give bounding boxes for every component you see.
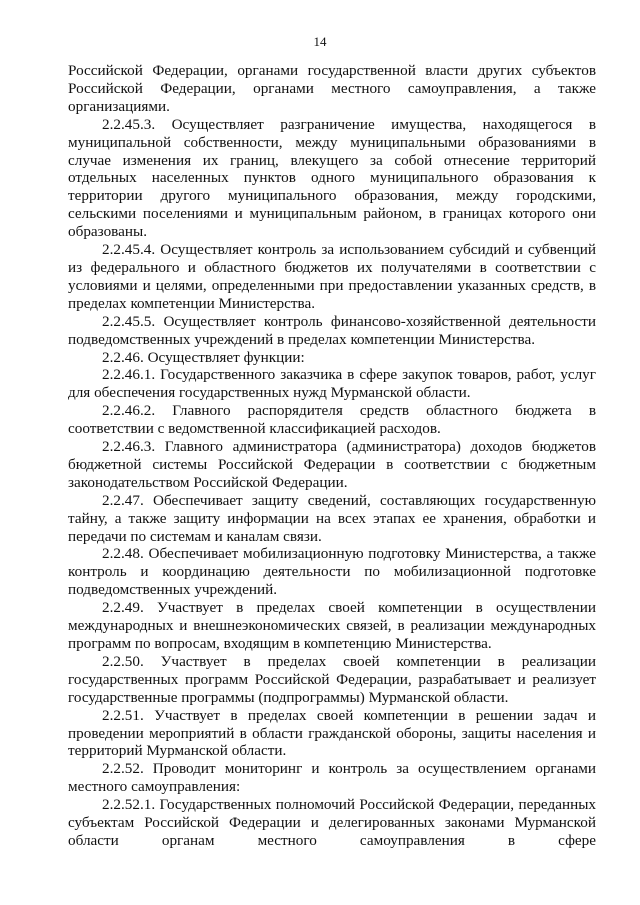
paragraph: 2.2.49. Участвует в пределах своей компетенции в осуществлении международных и внешнеэкономических связей, в реализации международных программ по вопросам, входящим в компетенцию Министерства.	[68, 599, 596, 652]
paragraph: 2.2.45.4. Осуществляет контроль за использованием субсидий и субвенций из федерального и областного бюджетов их получателями в соответствии с условиями и целями, определенными при предоставлении указанных средств, в пределах компетенции Министерства.	[68, 241, 596, 312]
document-body	[68, 62, 596, 850]
paragraph: 2.2.51. Участвует в пределах своей компетенции в решении задач и проведении мероприятий в области гражданской обороны, защиты населения и территорий Мурманской области.	[68, 706, 596, 760]
paragraph: 2.2.46.3. Главного администратора (администратора) доходов бюджетов бюджетной системы Российской Федерации в соответствии с бюджетным законодательством Российской Федерации.	[68, 438, 596, 491]
paragraph: Российской Федерации, органами государственной власти других субъектов Российской Федерации, органами местного самоуправления, а также организациями.	[68, 62, 596, 115]
paragraph: 2.2.47. Обеспечивает защиту сведений, составляющих государственную тайну, а также защиту информации на всех этапах ее хранения, обработки и передачи по системам и каналам связи.	[68, 491, 596, 545]
page-number: 14	[313, 34, 327, 49]
paragraph: 2.2.45.5. Осуществляет контроль финансово-хозяйственной деятельности подведомственных учреждений в пределах компетенции Министерства.	[68, 312, 596, 348]
paragraph: 2.2.48. Обеспечивает мобилизационную подготовку Министерства, а также контроль и координацию деятельности по мобилизационной подготовке подведомственных учреждений.	[68, 545, 596, 599]
paragraph: 2.2.52. Проводит мониторинг и контроль за осуществлением органами местного самоуправления:	[68, 760, 596, 796]
paragraph: 2.2.50. Участвует в пределах своей компетенции в реализации государственных программ Российской Федерации, разрабатывает и реализует государственные программы (подпрограммы) Мурманской области.	[68, 652, 596, 706]
paragraph: 2.2.46.1. Государственного заказчика в сфере закупок товаров, работ, услуг для обеспечения государственных нужд Мурманской области.	[68, 366, 596, 402]
paragraph: 2.2.52.1. Государственных полномочий Российской Федерации, переданных субъектам Российской Федерации и делегированных законами Мурманской области органам местного самоуправления в сфере	[68, 796, 596, 849]
paragraph: 2.2.46.2. Главного распорядителя средств областного бюджета в соответствии с ведомственной классификацией расходов.	[68, 402, 596, 438]
paragraph: 2.2.46. Осуществляет функции:	[102, 348, 305, 366]
paragraph: 2.2.45.3. Осуществляет разграничение имущества, находящегося в муниципальной собственности, между муниципальными образованиями в случае изменения их границ, влекущего за собой отнесение территорий отдельных населенных пунктов одного муниципального образования к территории другого муниципального образования, между городскими, сельскими поселениями и муниципальным районом, в границах которого они образованы.	[68, 115, 596, 241]
